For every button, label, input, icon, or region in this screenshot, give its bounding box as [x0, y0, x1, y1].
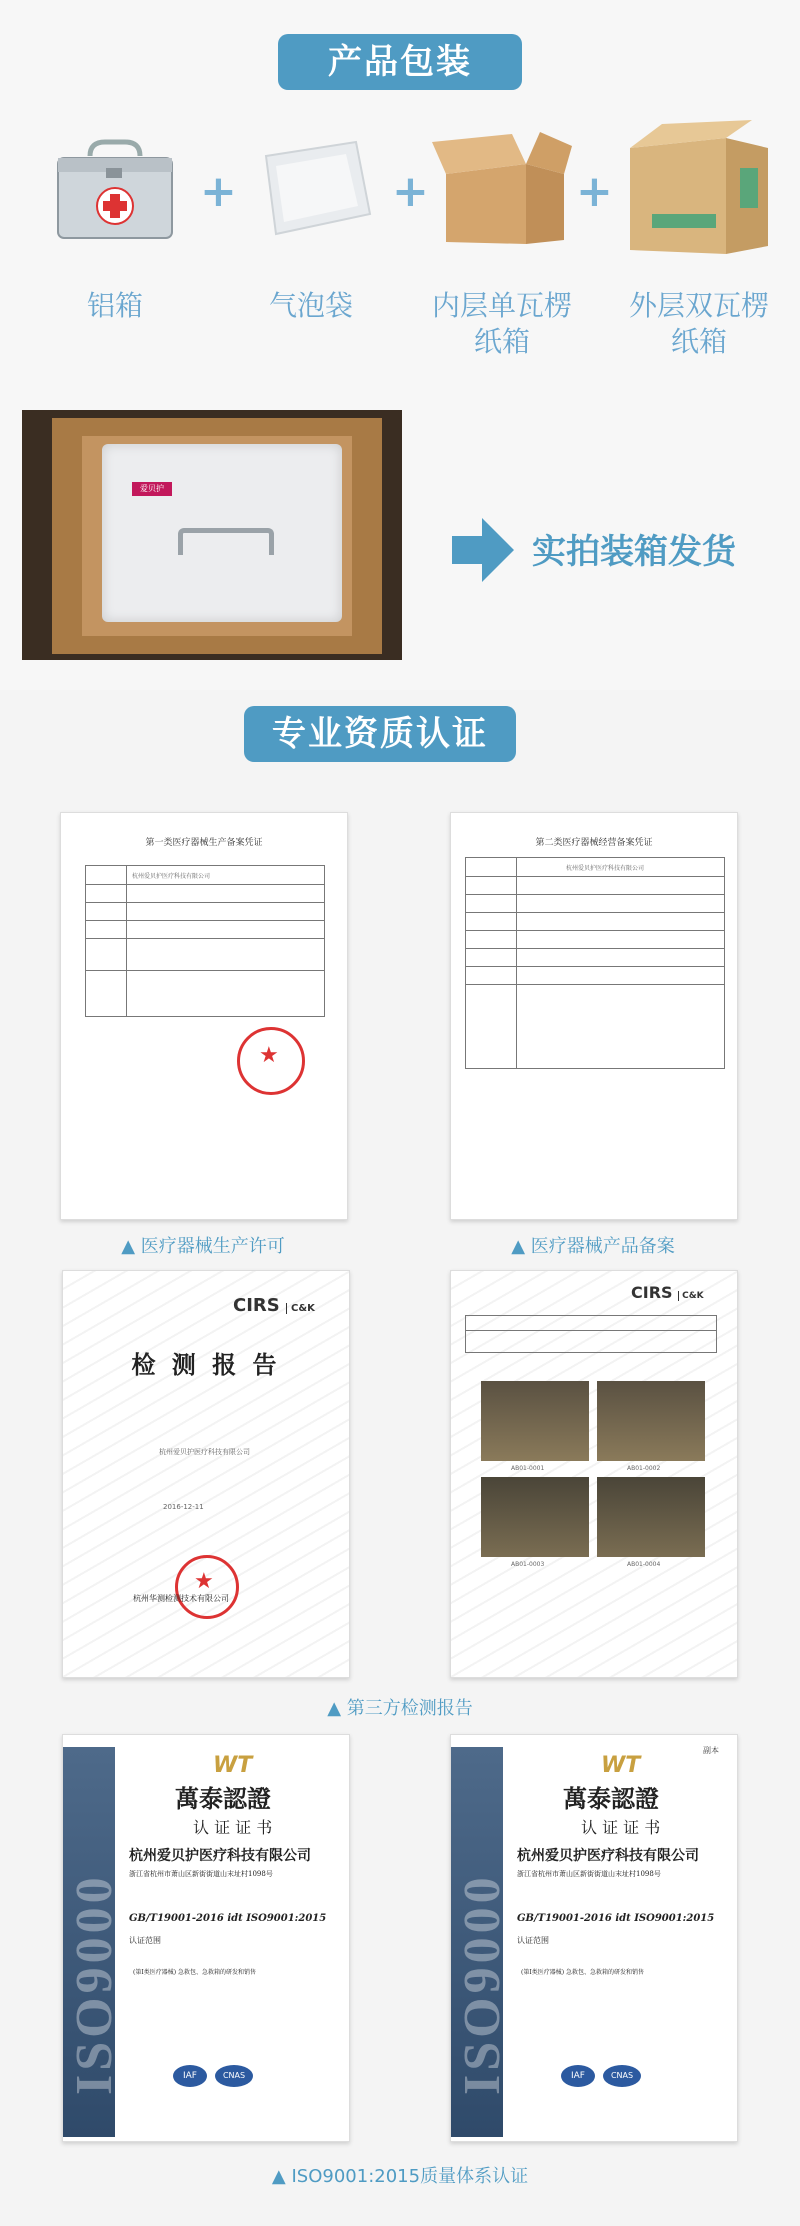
report-title: 检 测 报 告	[131, 1350, 281, 1379]
seal-star-icon: ★	[194, 1569, 214, 1594]
pack-label-line: 内层单瓦楞	[431, 289, 572, 322]
plus-sign: +	[200, 166, 237, 217]
brand-tag: 爱贝护	[132, 482, 172, 496]
iso-band-text: ISO9000	[454, 1873, 511, 2095]
caption-product-record: ▲ 医疗器械产品备案	[511, 1236, 675, 1257]
cert-standard: GB/T19001-2016 idt ISO9001:2015	[517, 1913, 715, 1924]
sample-table	[465, 1315, 717, 1353]
cirs-logo-text: CIRS	[233, 1295, 280, 1316]
sample-photo	[481, 1381, 589, 1461]
pack-label-outer-carton	[614, 288, 784, 360]
cnas-badge: CNAS	[603, 2065, 641, 2087]
cert-address: 浙江省杭州市萧山区新街街道山末址村1098号	[129, 1870, 273, 1878]
cert-scope: (第Ⅰ类医疗器械) 急救包、急救箱的研发和销售	[521, 1969, 644, 1976]
plus-sign: +	[576, 166, 613, 217]
cert-company: 杭州爱贝护医疗科技有限公司	[129, 1848, 311, 1864]
cert-org: 萬泰認證	[563, 1784, 659, 1813]
sample-caption: AB01-0002	[627, 1465, 661, 1472]
report-client: 杭州爱贝护医疗科技有限公司	[159, 1448, 250, 1456]
cert-title: 认 证 证 书	[581, 1818, 661, 1837]
outer-carton-icon	[622, 118, 772, 258]
cert-scope-label: 认证范围	[517, 1936, 549, 1945]
certification-title: 专业资质认证	[244, 706, 516, 762]
cert-scope-label: 认证范围	[129, 1936, 161, 1945]
doc-table	[85, 865, 325, 1017]
cert-address: 浙江省杭州市萧山区新街街道山末址村1098号	[517, 1870, 661, 1878]
product-record-doc	[450, 812, 738, 1220]
ck-logo-text: C&K	[286, 1303, 315, 1314]
cirs-logo	[631, 1283, 704, 1302]
pack-label-line: 纸箱	[670, 325, 727, 358]
doc-company: 杭州爱贝护医疗科技有限公司	[132, 873, 211, 880]
inner-carton-icon	[432, 130, 572, 250]
wt-logo: WT	[213, 1753, 253, 1778]
test-report-photos	[450, 1270, 738, 1678]
pack-label-bubble: 气泡袋	[268, 289, 353, 322]
cert-title: 认 证 证 书	[193, 1818, 273, 1837]
doc-title: 第一类医疗器械生产备案凭证	[145, 838, 263, 848]
iaf-badge: IAF	[561, 2065, 595, 2087]
test-report-cover	[62, 1270, 350, 1678]
ck-logo-text: C&K	[678, 1291, 703, 1301]
caption-test-report: ▲ 第三方检测报告	[327, 1698, 473, 1719]
seal-star-icon: ★	[259, 1043, 279, 1068]
sample-caption: AB01-0003	[511, 1561, 545, 1568]
pack-label-aluminum: 铝箱	[86, 289, 143, 322]
pack-label-line: 纸箱	[473, 325, 530, 358]
cert-company: 杭州爱贝护医疗科技有限公司	[517, 1848, 699, 1864]
plus-sign: +	[392, 166, 429, 217]
doc-title: 第二类医疗器械经营备案凭证	[535, 838, 653, 848]
packaging-section	[0, 0, 800, 690]
sample-caption: AB01-0001	[511, 1465, 545, 1472]
arrow-right-icon	[452, 518, 514, 582]
production-license-doc	[60, 812, 348, 1220]
sample-photo	[597, 1477, 705, 1557]
aluminum-case-icon	[50, 134, 180, 244]
sample-caption: AB01-0004	[627, 1561, 661, 1568]
iaf-badge: IAF	[173, 2065, 207, 2087]
cnas-badge: CNAS	[215, 2065, 253, 2087]
sample-photo	[481, 1477, 589, 1557]
doc-company: 杭州爱贝护医疗科技有限公司	[566, 865, 645, 872]
pack-label-inner-carton	[422, 288, 582, 360]
caption-production-license: ▲ 医疗器械生产许可	[121, 1236, 285, 1257]
iso-certificate	[62, 1734, 350, 2142]
packaging-title: 产品包装	[278, 34, 522, 90]
bubble-bag-icon	[246, 136, 376, 240]
cert-standard: GB/T19001-2016 idt ISO9001:2015	[129, 1913, 327, 1924]
cirs-logo	[233, 1295, 315, 1316]
case-handle	[178, 528, 274, 555]
wt-logo: WT	[601, 1753, 641, 1778]
cirs-logo-text: CIRS	[631, 1283, 673, 1302]
pack-label-line: 外层双瓦楞	[628, 289, 769, 322]
report-lab: 杭州华测检测技术有限公司	[133, 1594, 229, 1603]
cert-org: 萬泰認證	[175, 1784, 271, 1813]
caption-iso: ▲ ISO9001:2015质量体系认证	[271, 2166, 529, 2187]
iso-band-text: ISO9000	[66, 1873, 123, 2095]
report-date: 2016-12-11	[163, 1503, 204, 1511]
shipping-label: 实拍装箱发货	[532, 532, 736, 572]
copy-mark: 副本	[703, 1746, 719, 1755]
sample-photo	[597, 1381, 705, 1461]
cert-scope: (第Ⅰ类医疗器械) 急救包、急救箱的研发和销售	[133, 1969, 256, 1976]
iso-certificate-copy	[450, 1734, 738, 2142]
shipping-photo	[22, 410, 402, 660]
doc-table	[465, 857, 725, 1069]
